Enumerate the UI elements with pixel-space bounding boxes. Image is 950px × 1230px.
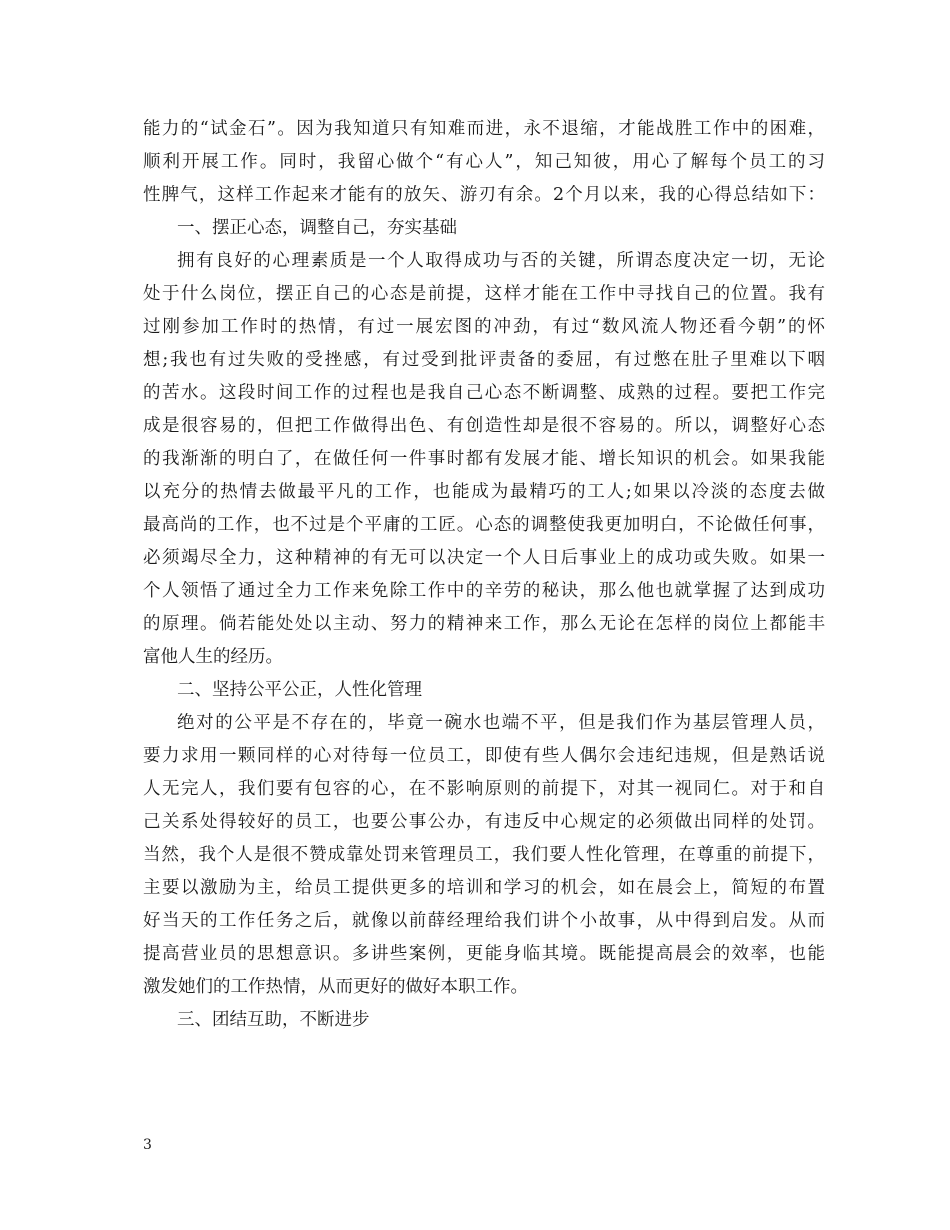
text-line: 己关系处得较好的员工，也要公事公办，有违反中心规定的必须做出同样的处罚。 [143,812,825,832]
text-line: 的苦水。这段时间工作的过程也是我自己心态不断调整、成熟的过程。要把工作完 [143,383,825,403]
text-line: 主要以激励为主，给员工提供更多的培训和学习的机会，如在晨会上，简短的布置 [143,878,825,898]
text-line: 个人领悟了通过全力工作来免除工作中的辛劳的秘诀，那么他也就掌握了达到成功 [143,581,825,601]
text-line: 人无完人，我们要有包容的心，在不影响原则的前提下，对其一视同仁。对于和自 [143,779,825,799]
text-line: 过刚参加工作时的热情，有过一展宏图的冲劲，有过“数风流人物还看今朝”的怀 [143,317,825,337]
text-line: 激发她们的工作热情，从而更好的做好本职工作。 [143,977,528,997]
text-line: 要力求用一颗同样的心对待每一位员工，即使有些人偶尔会违纪违规，但是熟话说 [143,746,825,766]
text-line: 能力的“试金石”。因为我知道只有知难而进，永不退缩，才能战胜工作中的困难， [143,119,825,139]
text-line: 提高营业员的思想意识。多讲些案例，更能身临其境。既能提高晨会的效率，也能 [143,944,825,964]
body-text [143,113,825,1037]
text-line: 顺利开展工作。同时，我留心做个“有心人”，知己知彼，用心了解每个员工的习 [143,152,825,172]
text-line: 的我渐渐的明白了，在做任何一件事时都有发展才能、增长知识的机会。如果我能 [143,449,825,469]
text-line: 成是很容易的，但把工作做得出色、有创造性却是很不容易的。所以，调整好心态 [143,416,825,436]
text-line: 拥有良好的心理素质是一个人取得成功与否的关键，所谓态度决定一切，无论 [177,251,825,271]
section-heading-2: 二、坚持公平公正，人性化管理 [177,680,422,700]
text-line: 绝对的公平是不存在的，毕竟一碗水也端不平，但是我们作为基层管理人员， [177,713,825,733]
text-line: 富他人生的经历。 [143,647,283,667]
text-line: 想;我也有过失败的受挫感，有过受到批评责备的委屈，有过憋在肚子里难以下咽 [143,350,825,370]
text-line: 处于什么岗位，摆正自己的心态是前提，这样才能在工作中寻找自己的位置。我有 [143,284,825,304]
text-line: 当然，我个人是很不赞成靠处罚来管理员工，我们要人性化管理，在尊重的前提下， [143,845,825,865]
text-line: 必须竭尽全力，这种精神的有无可以决定一个人日后事业上的成功或失败。如果一 [143,548,825,568]
section-heading-3: 三、团结互助，不断进步 [177,1010,370,1030]
text-line: 最高尚的工作，也不过是个平庸的工匠。心态的调整使我更加明白，不论做任何事， [143,515,825,535]
text-line: 性脾气，这样工作起来才能有的放矢、游刃有余。2个月以来，我的心得总结如下： [143,185,825,205]
text-line: 好当天的工作任务之后，就像以前薛经理给我们讲个小故事，从中得到启发。从而 [143,911,825,931]
text-line: 的原理。倘若能处处以主动、努力的精神来工作，那么无论在怎样的岗位上都能丰 [143,614,825,634]
section-heading-1: 一、摆正心态，调整自己，夯实基础 [177,218,457,238]
text-line: 以充分的热情去做最平凡的工作，也能成为最精巧的工人;如果以冷淡的态度去做 [143,482,825,502]
page-number: 3 [143,1137,152,1153]
